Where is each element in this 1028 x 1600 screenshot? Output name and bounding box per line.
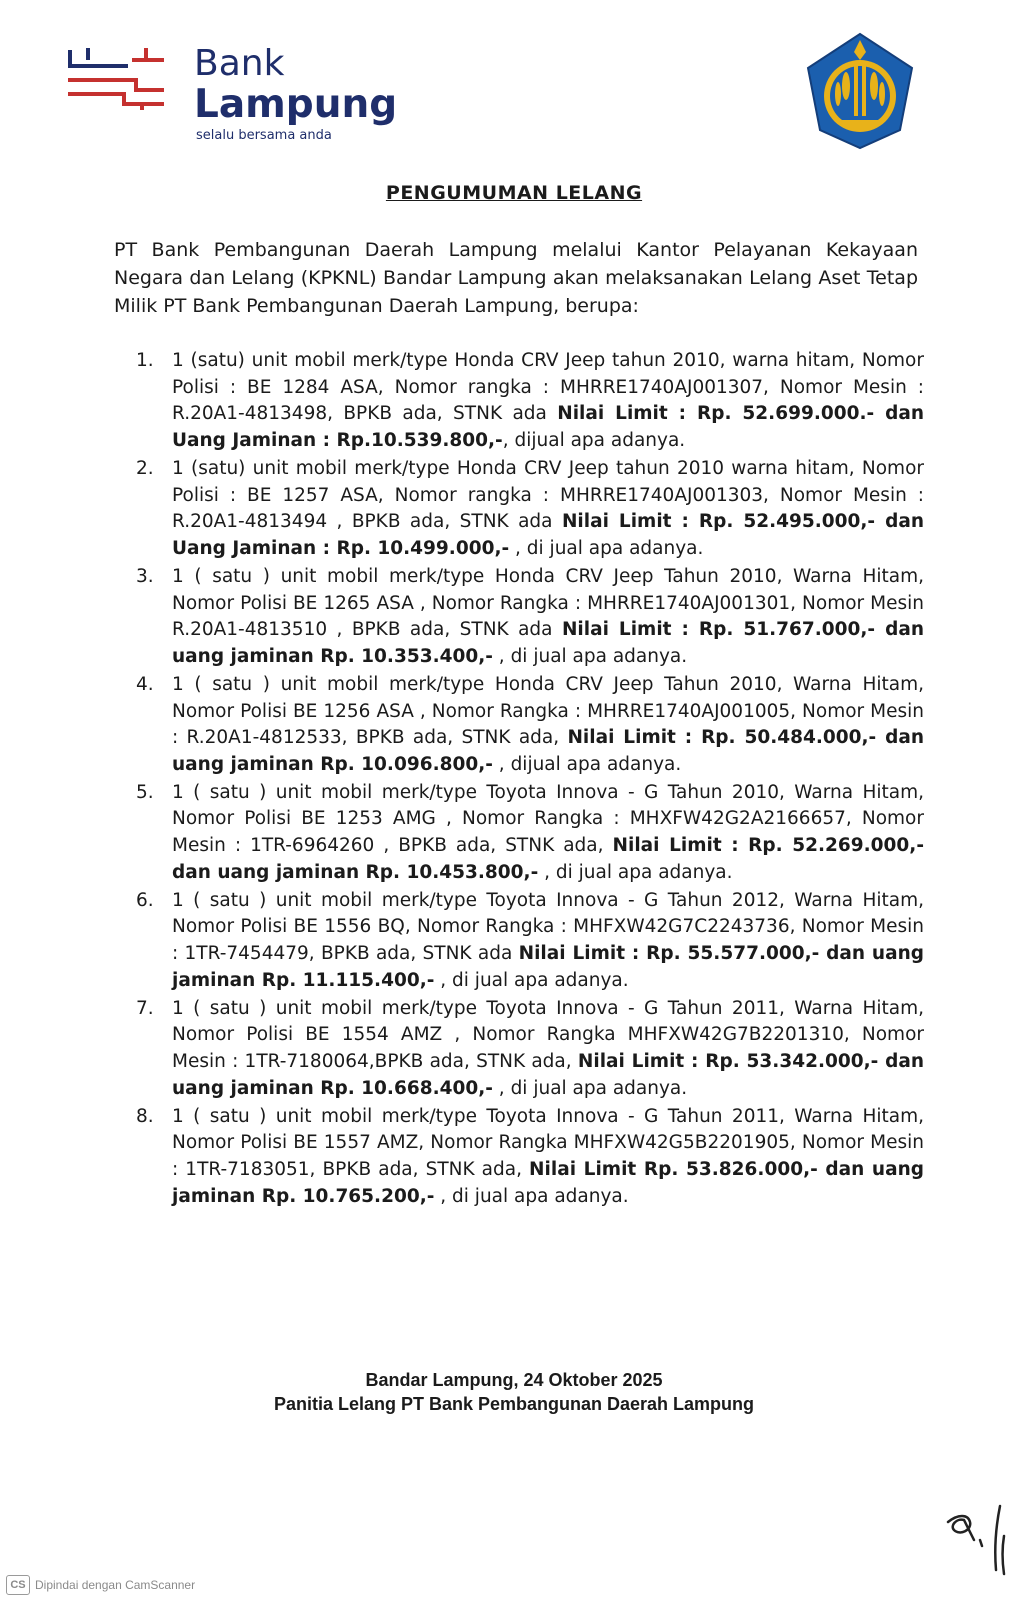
item-price: Nilai Limit : Rp. 51.767.000,- dan uang jaminan Rp. 10.353.400,- — [172, 619, 924, 667]
scanner-text: Dipindai dengan CamScanner — [35, 1578, 196, 1592]
camscanner-logo: CS — [6, 1575, 30, 1595]
item-number: 8. — [136, 1105, 154, 1127]
item-note: , di jual apa adanya. — [509, 537, 704, 559]
item-note: , di jual apa adanya. — [538, 861, 733, 883]
handwritten-initial — [940, 1500, 1020, 1580]
item-price: Nilai Limit : Rp. 52.269.000,- dan uang jaminan Rp. 10.453.800,- — [172, 835, 925, 883]
item-price: Nilai Limit : Rp. 53.342.000,- dan uang jaminan Rp. 10.668.400,- — [172, 1051, 924, 1099]
item-price: Nilai Limit : Rp. 52.699.000.- dan Uang Jaminan : Rp.10.539.800,- — [172, 403, 925, 451]
item-price: Nilai Limit : Rp. 55.577.000,- dan uang jaminan Rp. 11.115.400,- — [172, 943, 924, 991]
brand-name-bank: Bank — [194, 43, 285, 84]
list-item — [136, 888, 924, 994]
item-number: 6. — [136, 889, 154, 911]
item-number: 3. — [136, 565, 154, 587]
scanner-watermark — [6, 1575, 195, 1595]
item-description: 1 ( satu ) unit mobil merk/type Toyota Innova - G Tahun 2010, Warna Hitam, Nomor Polisi BE 1253 AMG , Nomor Rangka : MHXFW42G2A2166657, Nomor Mesin : 1TR-6964260 , BPKB ada, STNK ada, — [172, 781, 924, 857]
item-description: 1 ( satu ) unit mobil merk/type Honda CRV Jeep Tahun 2010, Warna Hitam, Nomor Polisi BE 1256 ASA , Nomor Rangka : MHRRE1740AJ001005, Nomor Mesin : R.20A1-4812533, BPKB ada, STNK ada, — [172, 673, 924, 749]
item-note: , dijual apa adanya. — [502, 429, 686, 451]
item-note: , dijual apa adanya. — [492, 753, 682, 775]
list-item — [136, 672, 924, 778]
item-description: 1 ( satu ) unit mobil merk/type Toyota Innova - G Tahun 2011, Warna Hitam, Nomor Polisi BE 1557 AMZ, Nomor Rangka MHFXW42G5B2201905, Nomor Mesin : 1TR-7183051, BPKB ada, STNK ada, — [172, 1105, 924, 1180]
page-title: PENGUMUMAN LELANG — [385, 182, 643, 204]
item-description: 1 ( satu ) unit mobil merk/type Honda CRV Jeep Tahun 2010, Warna Hitam, Nomor Polisi BE 1265 ASA , Nomor Rangka : MHRRE1740AJ001301, Nomor Mesin R.20A1-4813510 , BPKB ada, STNK ada — [172, 565, 924, 641]
bank-lampung-logo-icon — [66, 46, 166, 110]
committee-name: Panitia Lelang PT Bank Pembangunan Daerah Lampung — [273, 1394, 755, 1414]
list-item — [136, 348, 924, 454]
brand-name-lampung: Lampung — [194, 82, 398, 127]
list-item — [136, 564, 924, 670]
list-item — [136, 1104, 924, 1210]
item-note: , di jual apa adanya. — [492, 1077, 688, 1099]
item-note: , di jual apa adanya. — [492, 645, 688, 667]
item-note: , di jual apa adanya. — [434, 969, 629, 991]
list-item — [136, 996, 924, 1102]
item-description: 1 (satu) unit mobil merk/type Honda CRV Jeep tahun 2010 warna hitam, Nomor Polisi : BE 1257 ASA, Nomor rangka : MHRRE1740AJ001303, Nomor Mesin : R.20A1-4813494 , BPKB ada, STNK ada — [172, 457, 924, 533]
item-number: 1. — [136, 350, 154, 371]
kemenkeu-emblem-icon — [800, 30, 920, 152]
item-number: 7. — [136, 997, 154, 1019]
item-price: Nilai Limit Rp. 53.826.000,- dan uang jaminan Rp. 10.765.200,- — [172, 1158, 924, 1207]
item-price: Nilai Limit : Rp. 52.495.000,- dan Uang Jaminan : Rp. 10.499.000,- — [172, 511, 924, 559]
list-item — [136, 456, 924, 562]
brand-wordmark — [194, 43, 398, 143]
list-item — [136, 780, 924, 886]
item-number: 4. — [136, 673, 154, 695]
item-number: 2. — [136, 457, 154, 479]
item-price: Nilai Limit : Rp. 50.484.000,- dan uang jaminan Rp. 10.096.800,- — [172, 727, 924, 775]
item-description: 1 (satu) unit mobil merk/type Honda CRV Jeep tahun 2010, warna hitam, Nomor Polisi : BE 1284 ASA, Nomor rangka : MHRRE1740AJ001307, Nomor Mesin : R.20A1-4813498, BPKB ada, STNK ada — [172, 350, 924, 425]
intro-paragraph: PT Bank Pembangunan Daerah Lampung melalui Kantor Pelayanan Kekayaan Negara dan Lelang (KPKNL) Bandar Lampung akan melaksanakan Lelang Aset Tetap Milik PT Bank Pembangunan Daerah Lampung, berupa: — [114, 239, 918, 317]
item-note: , di jual apa adanya. — [434, 1185, 629, 1207]
place-date: Bandar Lampung, 24 Oktober 2025 — [365, 1370, 663, 1390]
auction-item-list — [136, 348, 924, 1212]
item-description: 1 ( satu ) unit mobil merk/type Toyota Innova - G Tahun 2011, Warna Hitam, Nomor Polisi BE 1554 AMZ , Nomor Rangka MHFXW42G7B2201310, Nomor Mesin : 1TR-7180064,BPKB ada, STNK ada, — [172, 997, 924, 1072]
item-description: 1 ( satu ) unit mobil merk/type Toyota Innova - G Tahun 2012, Warna Hitam, Nomor Polisi BE 1556 BQ, Nomor Rangka : MHFXW42G7C2243736, Nomor Mesin : 1TR-7454479, BPKB ada, STNK ada — [172, 889, 924, 965]
item-number: 5. — [136, 781, 154, 803]
brand-tagline: selalu bersama anda — [196, 128, 332, 143]
